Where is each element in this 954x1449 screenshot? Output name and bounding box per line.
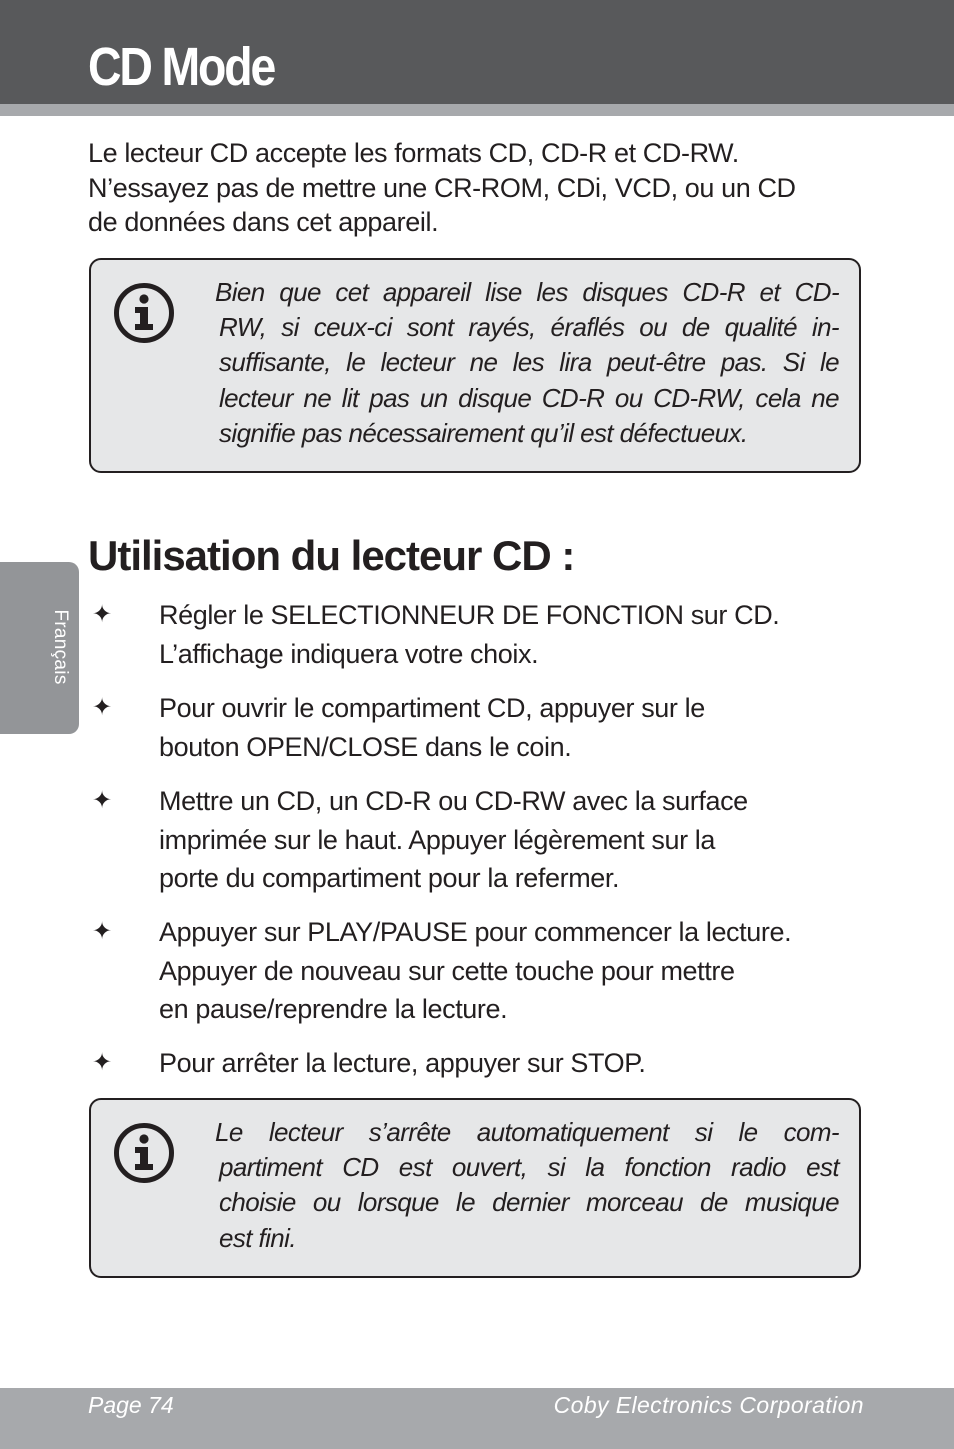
header-rule [0,104,954,116]
star-bullet-icon: ✦ [92,918,113,945]
language-tab-label: Français [50,609,71,685]
star-bullet-icon: ✦ [92,694,113,721]
instruction-text [159,1044,645,1083]
note-line: est fini. [219,1222,296,1253]
star-bullet-icon: ✦ [92,601,113,628]
instruction-line: Mettre un CD, un CD-R ou CD-RW avec la surface [159,786,748,816]
instruction-text [159,913,791,1029]
intro-line: Le lecteur CD accepte les formats CD, CD-R et CD-RW. [88,138,739,168]
note-text [215,275,839,451]
note-line: Le lecteur s’arrête automatiquement si le com- [215,1117,839,1147]
info-icon [113,1122,175,1184]
page-number: Page 74 [88,1392,174,1418]
note-line: RW, si ceux-ci sont rayés, éraflés ou de qualité in- [219,312,839,343]
note-line: Bien que cet appareil lise les disques CD-R et CD- [215,277,839,307]
instruction-line: porte du compartiment pour la refermer. [159,863,620,893]
instruction-text [159,689,705,766]
instruction-line: en pause/reprendre la lecture. [159,994,508,1024]
note-line: lecteur ne lit pas un disque CD-R ou CD-RW, cela ne [219,382,839,413]
note-line: partiment CD est ouvert, si la fonction radio est [219,1152,839,1183]
instruction-text [159,782,748,898]
instruction-text [159,596,779,673]
intro-paragraph [88,136,878,240]
note-text [215,1115,839,1256]
info-note-auto-stop [89,1098,861,1278]
instruction-line: bouton OPEN/CLOSE dans le coin. [159,731,572,762]
note-line: signifie pas nécessairement qu’il est défectueux. [219,417,748,448]
info-note-compatibility [89,258,861,473]
intro-line: de données dans cet appareil. [88,207,439,237]
instruction-line: Appuyer sur PLAY/PAUSE pour commencer la lecture. [159,917,792,947]
page-title: CD Mode [88,37,275,97]
instruction-line: imprimée sur le haut. Appuyer légèrement sur la [159,824,715,855]
section-heading: Utilisation du lecteur CD : [88,532,575,579]
instruction-line: L’affichage indiquera votre choix. [159,638,539,669]
star-bullet-icon: ✦ [92,1049,113,1076]
instruction-line: Régler le SELECTIONNEUR DE FONCTION sur CD. [159,600,780,630]
note-line: choisie ou lorsque le dernier morceau de musique [219,1187,839,1218]
intro-line: N’essayez pas de mettre une CR-ROM, CDi, VCD, ou un CD [88,172,796,203]
note-line: suffisante, le lecteur ne les lira peut-être pas. Si le [219,347,839,378]
instruction-line: Pour ouvrir le compartiment CD, appuyer sur le [159,693,705,723]
star-bullet-icon: ✦ [92,787,113,814]
instruction-line: Appuyer de nouveau sur cette touche pour mettre [159,955,735,986]
instruction-line: Pour arrêter la lecture, appuyer sur STOP. [159,1048,646,1078]
info-icon [113,282,175,344]
company-name: Coby Electronics Corporation [553,1392,864,1418]
